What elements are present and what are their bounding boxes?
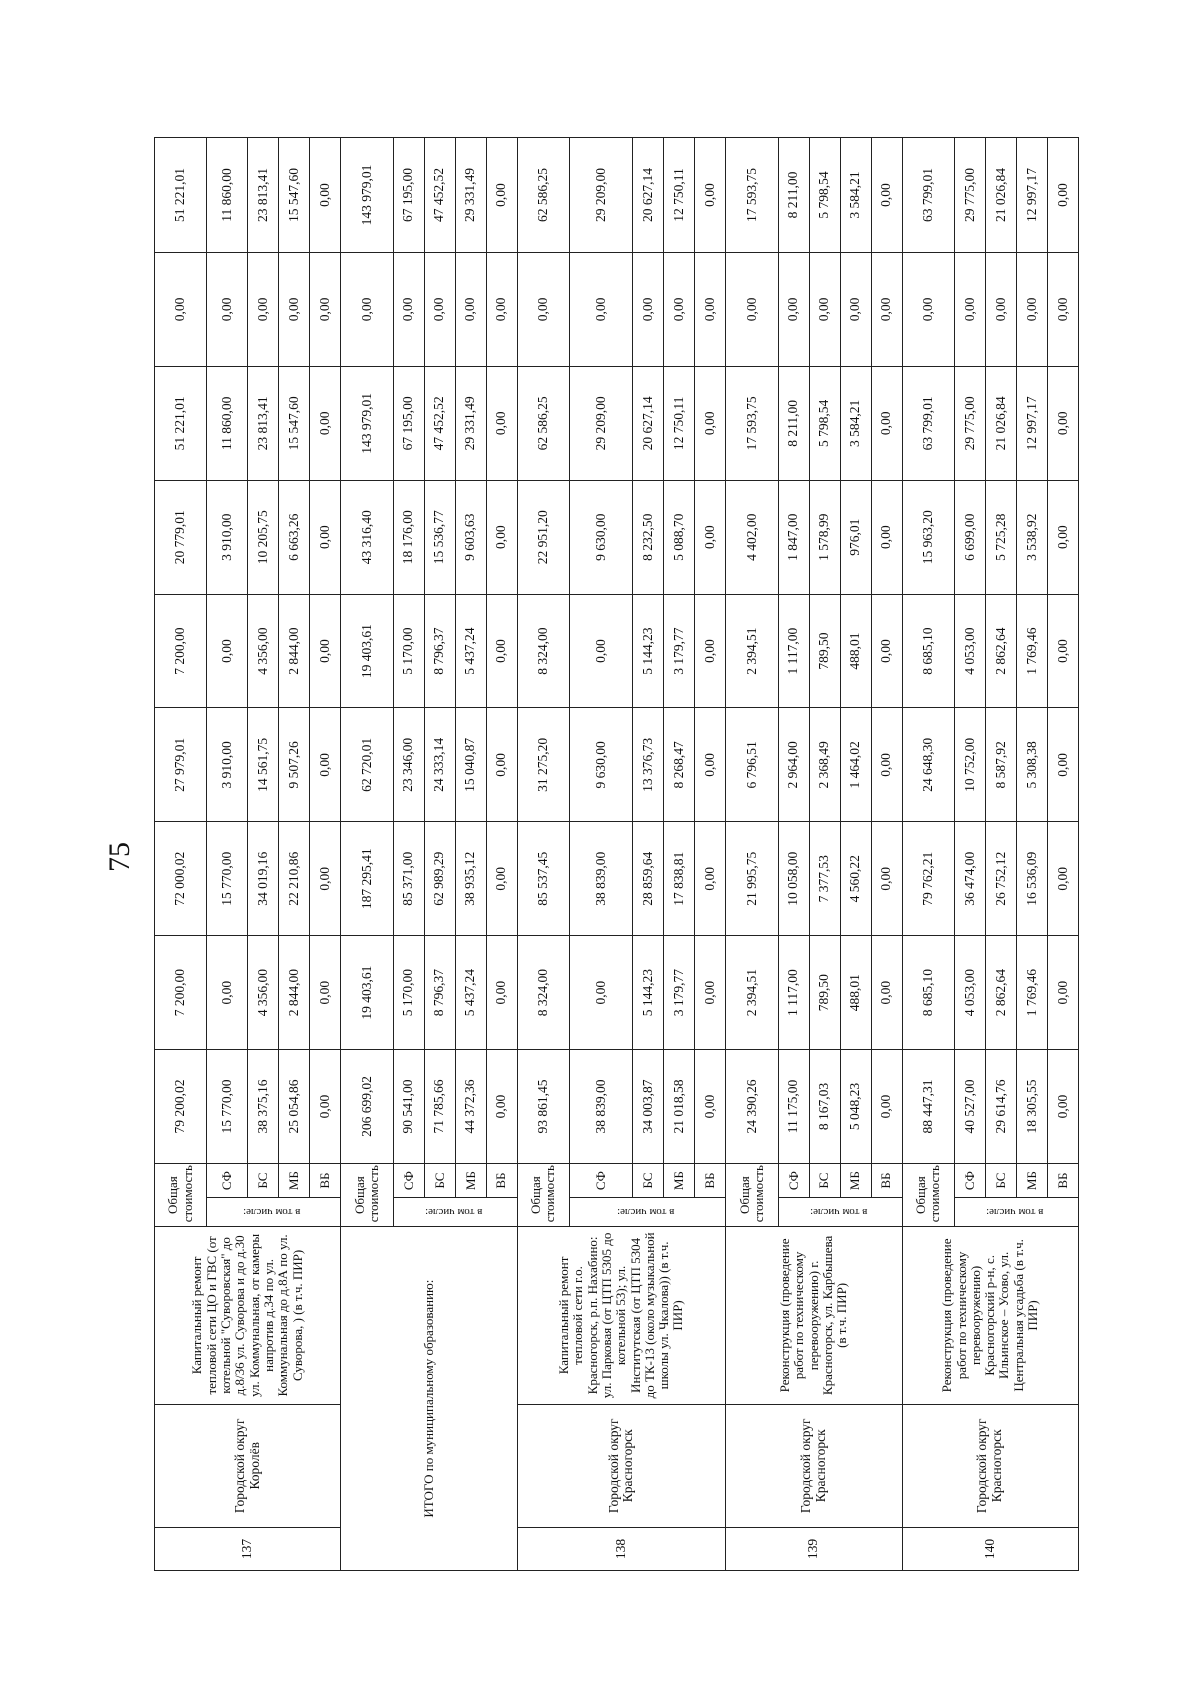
value-cell: 0,00 [310,138,341,253]
value-cell: 5 144,23 [633,594,664,708]
value-cell: 0,00 [871,253,902,367]
value-cell: 47 452,52 [424,138,455,253]
object-name: Реконструкция (проведение работ по техническому перевооружению) г. Красногорск, ул. Карбышева (в т.ч. ПИР) [726,1227,902,1404]
value-cell: 0,00 [393,253,424,367]
row-number: 139 [726,1528,902,1571]
value-cell: 0,00 [155,253,207,367]
value-cell: 27 979,01 [155,708,207,822]
value-cell: 0,00 [633,253,664,367]
value-cell: 23 346,00 [393,708,424,822]
value-cell: 0,00 [279,253,310,367]
value-cell: 206 699,02 [341,1050,393,1164]
value-cell: 15 770,00 [207,1050,248,1164]
value-cell: 0,00 [310,936,341,1050]
value-cell: 8 232,50 [633,480,664,594]
value-cell: 15 547,60 [279,138,310,253]
value-cell: 9 630,00 [570,708,633,822]
value-cell: 79 200,02 [155,1050,207,1164]
value-cell: 11 175,00 [778,1050,809,1164]
value-cell: 7 200,00 [155,594,207,708]
rotated-table-wrapper [154,137,1079,1571]
value-cell: 29 209,00 [570,138,633,253]
value-cell: 0,00 [310,366,341,480]
value-cell: 15 547,60 [279,366,310,480]
including-label [955,1198,1079,1227]
district-name: Городской округ Красногорск [517,1404,726,1528]
funding-type: БС [424,1163,455,1197]
value-cell: 0,00 [486,253,517,367]
value-cell: 67 195,00 [393,138,424,253]
value-cell: 8 796,37 [424,936,455,1050]
value-cell: 14 561,75 [248,708,279,822]
value-cell: 12 997,17 [1016,138,1047,253]
value-cell: 6 663,26 [279,480,310,594]
value-cell: 62 586,25 [517,138,569,253]
value-cell: 0,00 [840,253,871,367]
value-cell: 0,00 [310,253,341,367]
value-cell: 6 699,00 [955,480,986,594]
value-cell: 6 796,51 [726,708,778,822]
value-cell: 3 538,92 [1016,480,1047,594]
value-cell: 21 026,84 [985,366,1016,480]
value-cell: 8 796,37 [424,594,455,708]
value-cell: 38 375,16 [248,1050,279,1164]
value-cell: 23 813,41 [248,138,279,253]
value-cell: 67 195,00 [393,366,424,480]
value-cell: 62 989,29 [424,822,455,936]
value-cell: 29 331,49 [455,366,486,480]
value-cell: 0,00 [341,253,393,367]
value-cell: 143 979,01 [341,366,393,480]
value-cell: 29 775,00 [955,138,986,253]
value-cell: 9 603,63 [455,480,486,594]
value-cell: 5 308,38 [1016,708,1047,822]
funding-type: ВБ [871,1163,902,1197]
value-cell: 34 019,16 [248,822,279,936]
value-cell: 0,00 [570,253,633,367]
value-cell: 0,00 [871,366,902,480]
value-cell: 4 053,00 [955,594,986,708]
value-cell: 15 040,87 [455,708,486,822]
value-cell: 4 560,22 [840,822,871,936]
value-cell: 0,00 [1047,366,1078,480]
value-cell: 12 750,11 [664,366,695,480]
value-cell: 0,00 [1016,253,1047,367]
table-row [341,138,393,1571]
including-text: в том числе: [809,1206,867,1219]
value-cell: 19 403,61 [341,936,393,1050]
value-cell: 0,00 [570,594,633,708]
value-cell: 10 752,00 [955,708,986,822]
table-row [726,138,778,1571]
value-cell: 0,00 [310,594,341,708]
value-cell: 31 275,20 [517,708,569,822]
value-cell: 1 578,99 [809,480,840,594]
value-cell: 36 474,00 [955,822,986,936]
value-cell: 8 685,10 [902,936,954,1050]
funding-type: БС [248,1163,279,1197]
value-cell: 5 798,54 [809,138,840,253]
value-cell: 79 762,21 [902,822,954,936]
value-cell: 0,00 [1047,138,1078,253]
value-cell: 40 527,00 [955,1050,986,1164]
value-cell: 0,00 [695,594,726,708]
value-cell: 143 979,01 [341,138,393,253]
value-cell: 0,00 [486,480,517,594]
value-cell: 789,50 [809,594,840,708]
value-cell: 44 372,36 [455,1050,486,1164]
value-cell: 16 536,09 [1016,822,1047,936]
value-cell: 24 648,30 [902,708,954,822]
value-cell: 0,00 [871,1050,902,1164]
value-cell: 72 000,02 [155,822,207,936]
funding-type: ВБ [695,1163,726,1197]
value-cell: 3 584,21 [840,366,871,480]
value-cell: 26 752,12 [985,822,1016,936]
value-cell: 28 859,64 [633,822,664,936]
including-label [393,1198,517,1227]
object-name: Капитальный ремонт тепловой сети г.о. Красногорск, р.п. Нахабино: ул. Парковая (от ЦТП 5305 до котельной 53); ул. Институтская (от ЦТП 5304 до ТК-13 (около музыкальной школы ул. Чкалова)) (в т.ч. ПИР) [517,1227,726,1404]
value-cell: 29 614,76 [985,1050,1016,1164]
value-cell: 9 507,26 [279,708,310,822]
funding-type: МБ [664,1163,695,1197]
value-cell: 8 324,00 [517,594,569,708]
value-cell: 0,00 [207,594,248,708]
value-cell: 0,00 [871,936,902,1050]
value-cell: 24 333,14 [424,708,455,822]
value-cell: 34 003,87 [633,1050,664,1164]
value-cell: 0,00 [695,822,726,936]
value-cell: 0,00 [695,708,726,822]
value-cell: 11 860,00 [207,138,248,253]
value-cell: 20 627,14 [633,366,664,480]
value-cell: 0,00 [1047,936,1078,1050]
including-label [570,1198,726,1227]
funding-type: МБ [455,1163,486,1197]
value-cell: 11 860,00 [207,366,248,480]
value-cell: 0,00 [486,822,517,936]
value-cell: 21 026,84 [985,138,1016,253]
value-cell: 22 951,20 [517,480,569,594]
page-number: 75 [103,842,136,872]
value-cell: 488,01 [840,594,871,708]
value-cell: 0,00 [248,253,279,367]
value-cell: 15 963,20 [902,480,954,594]
value-cell: 0,00 [207,936,248,1050]
funding-type: СФ [207,1163,248,1197]
value-cell: 5 170,00 [393,936,424,1050]
value-cell: 0,00 [664,253,695,367]
value-cell: 0,00 [486,708,517,822]
value-cell: 0,00 [310,708,341,822]
value-cell: 24 390,26 [726,1050,778,1164]
row-number: 137 [155,1528,341,1571]
value-cell: 0,00 [871,708,902,822]
value-cell: 4 402,00 [726,480,778,594]
value-cell: 63 799,01 [902,366,954,480]
value-cell: 0,00 [985,253,1016,367]
value-cell: 43 316,40 [341,480,393,594]
value-cell: 0,00 [207,253,248,367]
value-cell: 29 331,49 [455,138,486,253]
value-cell: 5 798,54 [809,366,840,480]
value-cell: 51 221,01 [155,366,207,480]
value-cell: 0,00 [486,366,517,480]
value-cell: 8 268,47 [664,708,695,822]
total-cost-label: Общая стоимость [902,1163,954,1226]
district-name: Городской округ Королёв [155,1404,341,1528]
value-cell: 10 205,75 [248,480,279,594]
including-text: в том числе: [243,1206,301,1219]
value-cell: 85 371,00 [393,822,424,936]
value-cell: 38 935,12 [455,822,486,936]
funding-type: БС [809,1163,840,1197]
value-cell: 1 464,02 [840,708,871,822]
value-cell: 0,00 [517,253,569,367]
value-cell: 0,00 [1047,1050,1078,1164]
table-row [155,138,207,1571]
funding-type: СФ [955,1163,986,1197]
value-cell: 5 170,00 [393,594,424,708]
value-cell: 5 048,23 [840,1050,871,1164]
funding-type: МБ [279,1163,310,1197]
value-cell: 3 179,77 [664,936,695,1050]
value-cell: 0,00 [310,1050,341,1164]
value-cell: 0,00 [310,480,341,594]
total-cost-label: Общая стоимость [155,1163,207,1226]
value-cell: 0,00 [871,138,902,253]
including-text: в том числе: [424,1206,482,1219]
value-cell: 21 995,75 [726,822,778,936]
value-cell: 63 799,01 [902,138,954,253]
funding-type: МБ [1016,1163,1047,1197]
value-cell: 3 584,21 [840,138,871,253]
value-cell: 1 847,00 [778,480,809,594]
value-cell: 47 452,52 [424,366,455,480]
table-row [902,138,954,1571]
value-cell: 7 200,00 [155,936,207,1050]
total-cost-label: Общая стоимость [726,1163,778,1226]
row-number: 140 [902,1528,1078,1571]
value-cell: 3 179,77 [664,594,695,708]
funding-type: СФ [393,1163,424,1197]
value-cell: 0,00 [695,936,726,1050]
value-cell: 3 910,00 [207,480,248,594]
including-label [207,1198,341,1227]
value-cell: 976,01 [840,480,871,594]
value-cell: 0,00 [695,1050,726,1164]
value-cell: 5 088,70 [664,480,695,594]
value-cell: 1 117,00 [778,936,809,1050]
value-cell: 0,00 [955,253,986,367]
value-cell: 4 356,00 [248,936,279,1050]
funding-type: ВБ [1047,1163,1078,1197]
value-cell: 0,00 [902,253,954,367]
value-cell: 20 779,01 [155,480,207,594]
including-text: в том числе: [985,1206,1044,1219]
value-cell: 2 862,64 [985,594,1016,708]
object-name: Реконструкция (проведение работ по техническому перевооружению) Красногорский р-н, с. Ильинское – Усово, ул. Центральная усадьба (в т.ч. ПИР) [902,1227,1078,1404]
district-name: Городской округ Красногорск [902,1404,1078,1528]
row-number: 138 [517,1528,726,1571]
value-cell: 8 324,00 [517,936,569,1050]
value-cell: 18 305,55 [1016,1050,1047,1164]
value-cell: 5 437,24 [455,936,486,1050]
including-text: в том числе: [617,1206,675,1219]
value-cell: 0,00 [486,594,517,708]
total-label: ИТОГО по муниципальному образованию: [341,1227,517,1571]
value-cell: 789,50 [809,936,840,1050]
value-cell: 0,00 [1047,594,1078,708]
value-cell: 0,00 [778,253,809,367]
value-cell: 7 377,53 [809,822,840,936]
value-cell: 0,00 [424,253,455,367]
value-cell: 51 221,01 [155,138,207,253]
value-cell: 0,00 [486,936,517,1050]
total-cost-label: Общая стоимость [517,1163,569,1226]
value-cell: 4 356,00 [248,594,279,708]
value-cell: 0,00 [486,1050,517,1164]
value-cell: 90 541,00 [393,1050,424,1164]
value-cell: 29 209,00 [570,366,633,480]
value-cell: 2 844,00 [279,936,310,1050]
including-label [778,1198,902,1227]
value-cell: 5 144,23 [633,936,664,1050]
value-cell: 38 839,00 [570,822,633,936]
rotated-table-container [154,137,1079,1571]
funding-type: МБ [840,1163,871,1197]
value-cell: 0,00 [809,253,840,367]
value-cell: 187 295,41 [341,822,393,936]
value-cell: 0,00 [695,366,726,480]
value-cell: 0,00 [871,594,902,708]
funding-type: ВБ [486,1163,517,1197]
value-cell: 0,00 [871,822,902,936]
value-cell: 29 775,00 [955,366,986,480]
value-cell: 0,00 [871,480,902,594]
value-cell: 71 785,66 [424,1050,455,1164]
value-cell: 0,00 [695,253,726,367]
funding-type: ВБ [310,1163,341,1197]
value-cell: 488,01 [840,936,871,1050]
value-cell: 2 964,00 [778,708,809,822]
table-body [155,138,1079,1571]
value-cell: 2 862,64 [985,936,1016,1050]
value-cell: 2 844,00 [279,594,310,708]
value-cell: 4 053,00 [955,936,986,1050]
value-cell: 18 176,00 [393,480,424,594]
value-cell: 3 910,00 [207,708,248,822]
value-cell: 12 997,17 [1016,366,1047,480]
table-row [517,138,569,1571]
value-cell: 20 627,14 [633,138,664,253]
value-cell: 9 630,00 [570,480,633,594]
district-name: Городской округ Красногорск [726,1404,902,1528]
value-cell: 22 210,86 [279,822,310,936]
value-cell: 8 167,03 [809,1050,840,1164]
object-name: Капитальный ремонт тепловой сети ЦО и ГВС (от котельной "Суворовская" до д.8/36 ул. Суворова и до д.30 ул. Коммунальная, от камеры напротив д.34 по ул. Коммунальная до д.8А по ул. Суворова, ) (в т.ч. ПИР) [155,1227,341,1404]
value-cell: 0,00 [455,253,486,367]
value-cell: 62 586,25 [517,366,569,480]
value-cell: 88 447,31 [902,1050,954,1164]
value-cell: 2 368,49 [809,708,840,822]
value-cell: 19 403,61 [341,594,393,708]
value-cell: 25 054,86 [279,1050,310,1164]
value-cell: 0,00 [1047,708,1078,822]
value-cell: 0,00 [486,138,517,253]
value-cell: 15 770,00 [207,822,248,936]
value-cell: 0,00 [695,480,726,594]
value-cell: 0,00 [570,936,633,1050]
value-cell: 1 769,46 [1016,594,1047,708]
value-cell: 8 211,00 [778,138,809,253]
value-cell: 0,00 [695,138,726,253]
value-cell: 8 211,00 [778,366,809,480]
value-cell: 10 058,00 [778,822,809,936]
value-cell: 8 587,92 [985,708,1016,822]
value-cell: 0,00 [1047,253,1078,367]
value-cell: 17 593,75 [726,138,778,253]
funding-type: СФ [778,1163,809,1197]
funding-type: БС [985,1163,1016,1197]
total-cost-label: Общая стоимость [341,1163,393,1226]
value-cell: 0,00 [1047,822,1078,936]
value-cell: 5 725,28 [985,480,1016,594]
funding-type: БС [633,1163,664,1197]
value-cell: 15 536,77 [424,480,455,594]
financing-table [154,137,1079,1571]
value-cell: 2 394,51 [726,936,778,1050]
value-cell: 1 117,00 [778,594,809,708]
value-cell: 93 861,45 [517,1050,569,1164]
value-cell: 0,00 [1047,480,1078,594]
value-cell: 12 750,11 [664,138,695,253]
funding-type: СФ [570,1163,633,1197]
value-cell: 62 720,01 [341,708,393,822]
value-cell: 23 813,41 [248,366,279,480]
value-cell: 8 685,10 [902,594,954,708]
value-cell: 85 537,45 [517,822,569,936]
value-cell: 38 839,00 [570,1050,633,1164]
value-cell: 21 018,58 [664,1050,695,1164]
value-cell: 0,00 [310,822,341,936]
value-cell: 1 769,46 [1016,936,1047,1050]
value-cell: 2 394,51 [726,594,778,708]
value-cell: 5 437,24 [455,594,486,708]
value-cell: 17 593,75 [726,366,778,480]
value-cell: 0,00 [726,253,778,367]
value-cell: 13 376,73 [633,708,664,822]
value-cell: 17 838,81 [664,822,695,936]
